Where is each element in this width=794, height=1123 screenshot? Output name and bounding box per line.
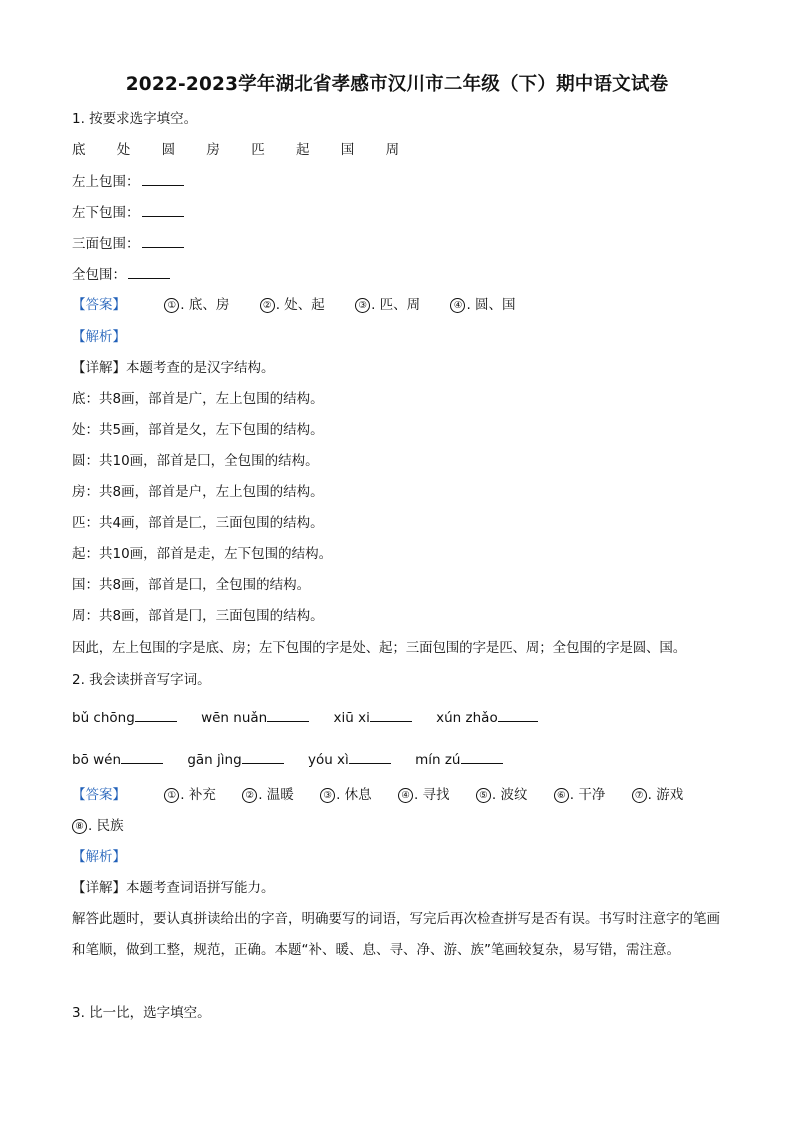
answer-number: ① [164, 298, 179, 313]
pinyin-text: mín zú [415, 752, 461, 768]
answer-number: ④ [450, 298, 465, 313]
answer-text: . 民族 [88, 818, 124, 834]
q2-answer-item [320, 786, 372, 804]
q2-answer-item [164, 786, 216, 804]
q1-explanation: 圆：共10画，部首是囗，全包围的结构。 [72, 453, 319, 469]
pinyin-item [187, 750, 283, 769]
answer-blank[interactable] [498, 708, 538, 722]
pinyin-text: wēn nuǎn [201, 710, 268, 726]
answer-label: 【答案】 [72, 297, 126, 313]
pinyin-item [72, 708, 177, 727]
q1-explanation: 房：共8画，部首是户，左上包围的结构。 [72, 484, 324, 500]
q2-answer-item [554, 786, 606, 804]
q1-char: 处 [116, 142, 131, 158]
answer-blank[interactable] [142, 234, 184, 248]
q1-prompt-row [72, 265, 170, 284]
q2-stem: 2. 我会读拼音写字词。 [72, 672, 211, 688]
q1-prompt-label: 全包围： [72, 267, 126, 283]
q1-prompt-label: 左上包围： [72, 174, 140, 190]
pinyin-item [415, 750, 502, 769]
q1-detail: 【详解】本题考查的是汉字结构。 [72, 360, 275, 376]
answer-number: ⑥ [554, 788, 569, 803]
q2-answer-item [398, 786, 450, 804]
pinyin-text: xiū xi [333, 710, 370, 726]
answer-blank[interactable] [370, 708, 412, 722]
pinyin-text: xún zhǎo [436, 710, 498, 726]
answer-number: ② [260, 298, 275, 313]
answer-label: 【答案】 [72, 787, 126, 803]
q1-prompt-row [72, 172, 184, 191]
q1-explanation: 国：共8画，部首是囗，全包围的结构。 [72, 577, 311, 593]
q1-explanation: 匹：共4画，部首是匚，三面包围的结构。 [72, 515, 324, 531]
q1-char-list [72, 141, 426, 159]
q1-char: 房 [206, 142, 220, 158]
q2-answer-item [476, 786, 528, 804]
answer-number: ⑦ [632, 788, 647, 803]
answer-number: ③ [355, 298, 370, 313]
q1-explanation: 周：共8画，部首是冂，三面包围的结构。 [72, 608, 324, 624]
q1-answer-row [72, 296, 542, 314]
analysis-label: 【解析】 [72, 329, 126, 345]
q2-detail: 【详解】本题考查词语拼写能力。 [72, 880, 275, 896]
answer-text: . 底、房 [180, 297, 230, 313]
pinyin-item [436, 708, 538, 727]
answer-text: . 干净 [569, 787, 606, 803]
answer-text: . 波纹 [491, 787, 528, 803]
pinyin-text: yóu xì [307, 752, 349, 768]
pinyin-text: gān jìng [187, 752, 242, 768]
q1-explanation: 起：共10画，部首是走，左下包围的结构。 [72, 546, 333, 562]
q1-prompt-label: 左下包围： [72, 205, 140, 221]
answer-number: ⑤ [476, 788, 491, 803]
answer-number: ⑧ [72, 819, 87, 834]
q1-explanation: 处：共5画，部首是夂，左下包围的结构。 [72, 422, 324, 438]
q1-conclusion: 因此，左上包围的字是底、房；左下包围的字是处、起；三面包围的字是匹、周；全包围的字是圆、国。 [72, 640, 687, 656]
q1-prompt-row [72, 203, 184, 222]
answer-text: . 游戏 [647, 787, 684, 803]
analysis-label: 【解析】 [72, 849, 126, 865]
q1-explanation: 底：共8画，部首是广，左上包围的结构。 [72, 391, 324, 407]
answer-blank[interactable] [142, 203, 184, 217]
answer-text: . 补充 [180, 787, 216, 803]
answer-text: . 寻找 [413, 787, 450, 803]
answer-text: . 处、起 [275, 297, 325, 313]
answer-number: ④ [398, 788, 413, 803]
q1-prompt-label: 三面包围： [72, 236, 140, 252]
answer-text: . 温暖 [258, 787, 294, 803]
answer-text: . 圆、国 [466, 297, 516, 313]
q1-stem: 1. 按要求选字填空。 [72, 111, 198, 127]
q1-char: 国 [340, 142, 355, 158]
q2-answer-row-continued [72, 817, 124, 835]
q2-answer-item [242, 786, 294, 804]
q2-pinyin-row [72, 708, 558, 727]
answer-blank[interactable] [121, 750, 163, 764]
pinyin-item [201, 708, 309, 727]
answer-text: . 匹、周 [371, 297, 421, 313]
q2-answer-row [72, 786, 683, 804]
q1-answer-item [355, 296, 420, 314]
answer-blank[interactable] [135, 708, 177, 722]
answer-blank[interactable] [461, 750, 503, 764]
q1-char: 底 [72, 142, 86, 158]
q3-stem: 3. 比一比，选字填空。 [72, 1005, 211, 1021]
document-title: 2022-2023学年湖北省孝感市汉川市二年级（下）期中语文试卷 [125, 74, 669, 95]
q1-char: 圆 [161, 142, 176, 158]
pinyin-item [334, 708, 412, 727]
q2-pinyin-row [72, 750, 523, 769]
q1-answer-item [260, 296, 325, 314]
pinyin-item [308, 750, 391, 769]
answer-number: ① [164, 788, 179, 803]
q1-char: 起 [295, 142, 310, 158]
answer-text: . 休息 [336, 787, 372, 803]
answer-number: ② [242, 788, 257, 803]
answer-number: ③ [320, 788, 335, 803]
q2-answer-item [632, 786, 684, 804]
q1-prompt-row [72, 234, 184, 253]
q1-char: 周 [385, 142, 400, 158]
answer-blank[interactable] [142, 172, 184, 186]
answer-blank[interactable] [242, 750, 284, 764]
q2-analysis-body: 解答此题时，要认真拼读给出的字音，明确要写的词语，写完后再次检查拼写是否有误。书写时注意字的笔画和笔顺，做到工整，规范，正确。本题“补、暖、息、寻、净、游、族”笔画较复杂，易写错，需注意。 [72, 911, 720, 958]
q1-answer-item [164, 296, 229, 314]
answer-blank[interactable] [267, 708, 309, 722]
answer-blank[interactable] [349, 750, 391, 764]
pinyin-item [72, 750, 163, 769]
answer-blank[interactable] [128, 265, 170, 279]
q1-answer-item [450, 296, 515, 314]
pinyin-text: bǔ chōng [72, 710, 135, 726]
pinyin-text: bō wén [72, 752, 122, 768]
q1-char: 匹 [251, 142, 265, 158]
